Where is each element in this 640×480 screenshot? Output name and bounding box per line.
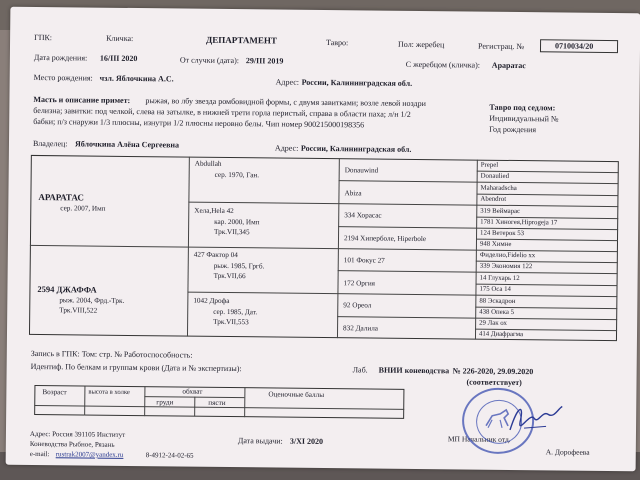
- saddle-individual-no: Индивидуальный №: [489, 113, 559, 124]
- g3-name: 832 Далила: [343, 324, 379, 333]
- g2-info: рыж. 1985, Гргб.: [213, 261, 265, 271]
- sire-name: АРАРАТАС: [38, 192, 84, 203]
- dam-info-1: рыж. 2004, Фрд.-Трк.: [59, 296, 125, 305]
- footer-email-link[interactable]: rustrak2007@yandex.ru: [55, 450, 124, 459]
- footer-email-label: e-mail:: [29, 449, 50, 459]
- mating-value: 29/III 2019: [245, 56, 284, 66]
- g2-info: Трк.VII,345: [214, 227, 250, 237]
- registration-number: 0710034/20: [554, 41, 594, 51]
- mating-label: От случки (дата):: [179, 55, 240, 66]
- g2-info: Трк.VII,66: [213, 271, 246, 281]
- g4-name: 124 Ветерок 53: [480, 229, 525, 238]
- g3-name: 101 Фокус 27: [343, 256, 385, 265]
- g3-name: Donauwind: [344, 166, 379, 175]
- g4-name: Фиделио,Fidelio xx: [479, 251, 536, 260]
- g2-info: сер. 1970, Ган.: [214, 170, 260, 180]
- g4-name: Abendrot: [480, 195, 507, 203]
- g2-name: 1042 Дрофа: [193, 296, 230, 306]
- signature: [506, 400, 566, 439]
- g2-name: 427 Фактор 04: [193, 250, 238, 260]
- dam-name: 2594 ДЖАФФА: [37, 284, 97, 295]
- owner-value: Яблочкина Алёна Сергеевна: [74, 139, 180, 150]
- department-title: ДЕПАРТАМЕНТ: [206, 34, 277, 46]
- birth-date-value: 16/III 2020: [99, 53, 138, 64]
- g2-name: Abdullah: [194, 159, 222, 168]
- g2-info: Трк.VII,553: [213, 317, 249, 327]
- owner-label: Владелец:: [32, 138, 68, 149]
- klichka-label: Кличка:: [106, 33, 134, 44]
- signer-name: А. Дорофеева: [545, 447, 590, 457]
- description-line-3: бабки; п/з снаружи 1/3 плюсны, изнутри 1/2 плюсны неровно белы. Чип номер 900215000198356: [33, 116, 365, 130]
- registration-label: Регистрац. №: [477, 41, 525, 52]
- g3-name: 172 Оргия: [343, 279, 376, 288]
- dam-info-2: Трк.VIII,522: [59, 306, 98, 315]
- g4-name: Donaulied: [480, 172, 510, 180]
- g3-name: 2194 Хиперболе, Hiperbole: [343, 234, 427, 244]
- sire-info: сер. 2007, Имп: [60, 204, 106, 213]
- g4-name: 29 Лак ох: [479, 319, 507, 327]
- issue-date-label: Дата выдачи:: [237, 436, 283, 446]
- stallion-label: С жеребцом (кличка):: [405, 59, 481, 70]
- place-address-value: России, Калининградская обл.: [301, 77, 413, 88]
- lab-number: № 226-2020, 29.09.2020: [452, 366, 534, 377]
- g4-name: Prepel: [480, 161, 499, 169]
- horse-certificate: [6, 7, 640, 472]
- footer-address-2: Коневодства Рыбное, Рязань: [29, 439, 115, 449]
- withers-header: высота в холке: [88, 388, 130, 396]
- g4-name: 948 Химне: [479, 240, 512, 248]
- birth-place-label: Место рождения:: [33, 72, 93, 83]
- g4-name: 175 Оса 14: [479, 285, 511, 293]
- g3-name: 334 Хорасас: [344, 211, 382, 220]
- g2-name: Хела,Hela 42: [194, 206, 234, 216]
- mp-official-label: МП Начальник отд.: [447, 434, 511, 444]
- g2-info: сер. 1985, Дат.: [213, 307, 258, 317]
- sex-label: Пол: жеребец: [397, 39, 445, 50]
- g3-name: 92 Ореол: [343, 301, 372, 310]
- owner-address-value: России, Калининградская обл.: [300, 143, 412, 154]
- owner-address-label: Адрес:: [274, 143, 299, 153]
- age-header: Возраст: [42, 388, 67, 397]
- lab-value: ВНИИ коневодства: [378, 365, 450, 376]
- footer-phone: 8-4912-24-02-65: [145, 451, 194, 460]
- g4-name: 414 Диафрагма: [478, 330, 524, 339]
- g4-name: 88 Эскадрон: [479, 297, 516, 306]
- lab-label: Лаб.: [352, 365, 368, 375]
- ident-line: Идентиф. По белкам и группам крови (Дата и № экспертизы):: [30, 361, 242, 374]
- registration-box: [540, 39, 618, 53]
- description-line-2: белизна; завитки: под челкой, слева на затылке, в нижней трети горла перистый, справа в области паха; л/н 1/2: [33, 105, 411, 119]
- g4-name: 319 Веймарас: [480, 207, 521, 216]
- score-header: Оценочные баллы: [268, 390, 325, 400]
- saddle-title: Тавро под седлом:: [489, 102, 556, 113]
- place-address-label: Адрес:: [275, 77, 300, 87]
- issue-date-value: 3/XI 2020: [289, 436, 324, 447]
- gpk-record-line: Запись в ГПК: Том: стр. № Работоспособность:: [30, 348, 193, 360]
- description-line-1: рыжая, во лбу звезда ромбовидной формы, с двумя завитками; возле левой ноздри: [145, 96, 426, 109]
- g4-name: Maharadscha: [480, 184, 517, 193]
- stallion-value: Араратас: [491, 60, 526, 71]
- g4-name: 1781 Хиногея,Hiprogeja 17: [480, 218, 558, 227]
- saddle-birth-year: Год рождения: [489, 124, 537, 135]
- chest-subheader: груди: [156, 398, 174, 407]
- description-label: Масть и описание примет:: [33, 94, 131, 105]
- gpk-label: ГПК:: [34, 32, 53, 43]
- g4-name: 339 Экономия 122: [479, 262, 533, 271]
- birth-date-label: Дата рождения:: [33, 52, 88, 63]
- g2-info: кар. 2000, Имп: [214, 217, 260, 227]
- birth-place-value: чзл. Яблочкина А.С.: [99, 73, 174, 84]
- girth-header: обхват: [182, 387, 203, 396]
- lab-status: (соответствует): [466, 377, 522, 388]
- g4-name: 14 Глухарь 12: [479, 274, 520, 283]
- cannon-subheader: пясти: [208, 398, 226, 407]
- tavro-label: Тавро:: [326, 38, 349, 48]
- footer-address-1: Адрес: Россия 391105 Институт: [29, 429, 126, 439]
- g3-name: Abiza: [344, 189, 362, 198]
- g4-name: 438 Опека 5: [479, 308, 515, 317]
